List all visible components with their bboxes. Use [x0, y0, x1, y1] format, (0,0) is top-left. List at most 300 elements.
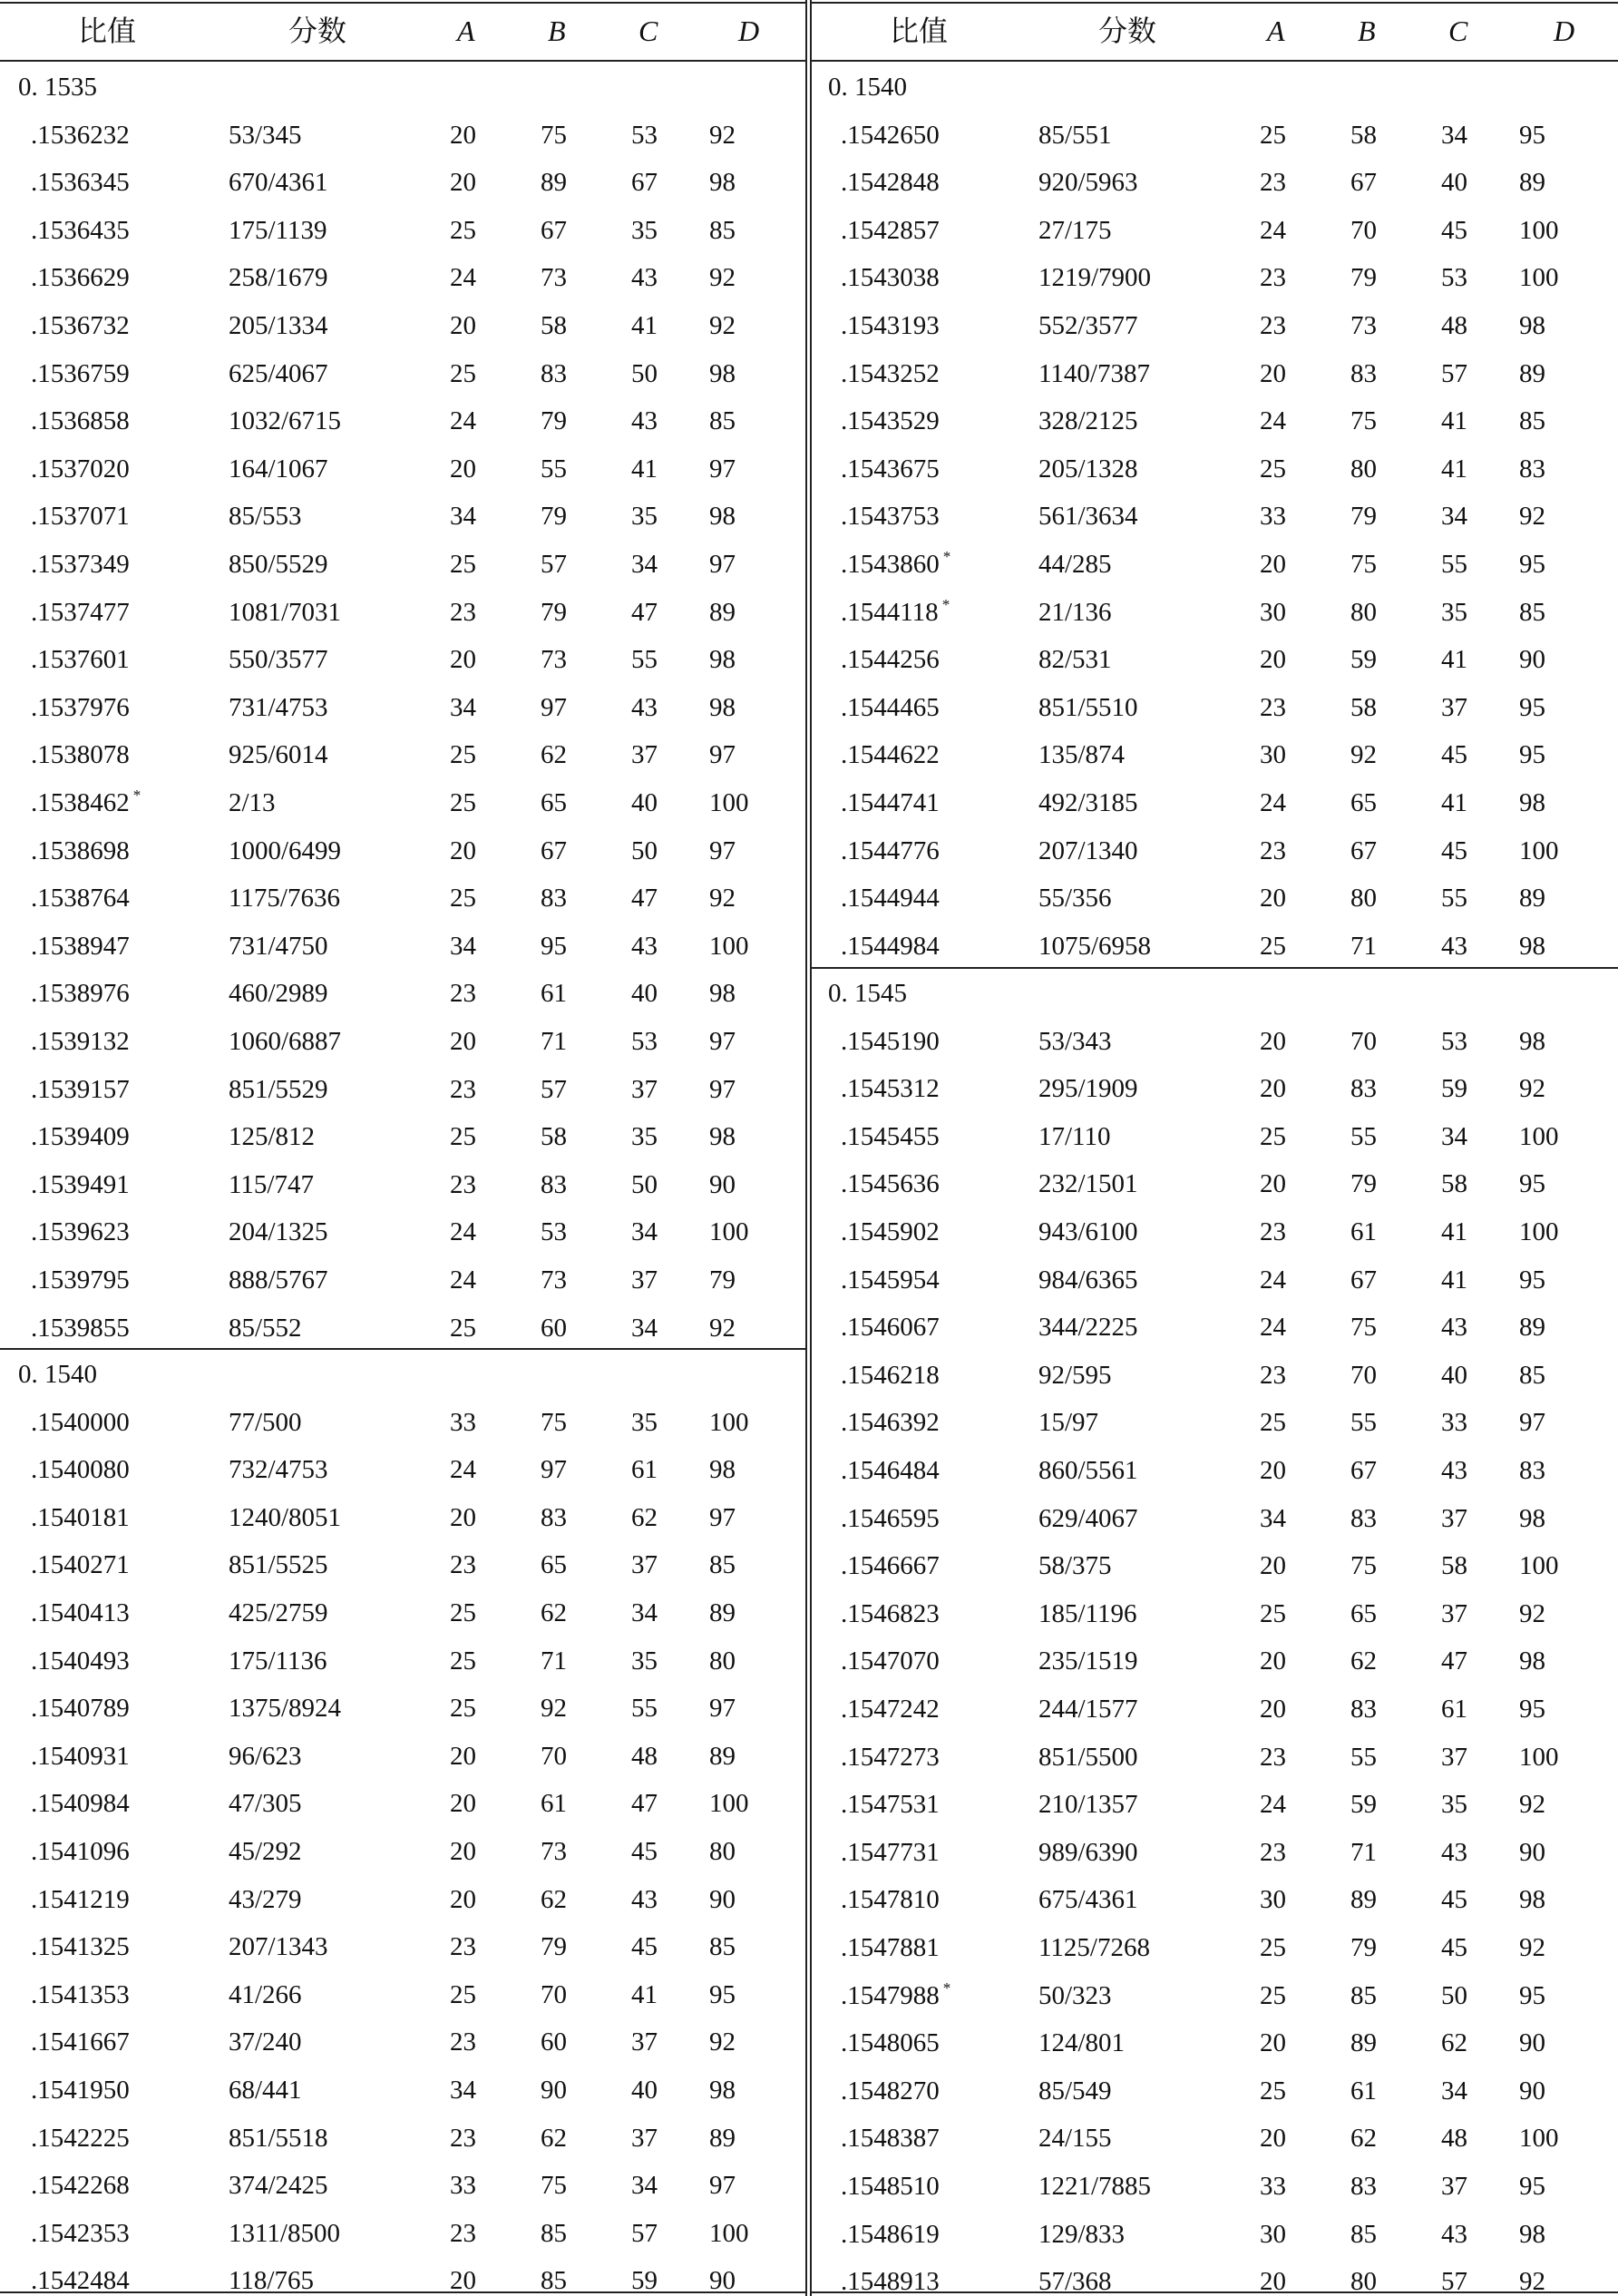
a-cell: 30 [1260, 740, 1286, 770]
table-row [810, 1069, 1618, 1109]
fraction-cell: 82/531 [1038, 645, 1112, 675]
ratio-cell [31, 1450, 130, 1490]
fraction-cell: 1221/7885 [1038, 2172, 1152, 2201]
d-cell: 90 [1519, 645, 1545, 675]
c-cell: 34 [631, 2171, 658, 2201]
table-row [810, 115, 1618, 155]
a-cell: 20 [1260, 1695, 1286, 1724]
a-cell: 24 [1260, 1313, 1286, 1343]
d-cell: 97 [709, 1027, 736, 1056]
d-cell: 89 [1519, 358, 1545, 388]
b-cell: 97 [541, 1455, 567, 1485]
fraction-cell: 732/4753 [229, 1455, 328, 1485]
ratio-value: .1544741 [841, 788, 940, 817]
ratio-value: .1543038 [841, 263, 940, 293]
ratio-cell [31, 1880, 130, 1920]
ratio-value: .1540413 [31, 1598, 130, 1627]
table-row [810, 1117, 1618, 1157]
ratio-cell [841, 258, 940, 298]
d-cell: 100 [1519, 835, 1559, 865]
a-cell: 25 [450, 884, 476, 914]
ratio-cell [841, 2166, 940, 2206]
table-row [0, 1736, 805, 1776]
table-row [810, 1451, 1618, 1490]
ratio-cell [31, 973, 130, 1013]
d-cell: 100 [709, 1789, 749, 1819]
table-row [0, 1880, 805, 1920]
ratio-value: .1546218 [841, 1360, 940, 1390]
d-cell: 100 [1519, 1217, 1559, 1246]
c-cell: 53 [631, 1027, 658, 1056]
c-cell: 33 [1441, 1408, 1467, 1438]
b-cell: 65 [541, 1550, 567, 1580]
d-cell: 92 [709, 2027, 736, 2057]
a-cell: 25 [450, 1313, 476, 1343]
table-row [810, 1689, 1618, 1729]
d-cell: 97 [709, 1502, 736, 1532]
fraction-cell: 1240/8051 [229, 1502, 342, 1532]
table-row [810, 210, 1618, 250]
c-cell: 45 [1441, 1933, 1467, 1962]
d-cell: 92 [1519, 1598, 1545, 1628]
c-cell: 43 [1441, 1313, 1467, 1343]
c-cell: 34 [631, 1313, 658, 1343]
header-d: D [738, 15, 760, 47]
d-cell: 100 [1519, 1742, 1559, 1772]
c-cell: 47 [631, 1789, 658, 1819]
d-cell: 92 [1519, 1790, 1545, 1820]
b-cell: 70 [1350, 1360, 1377, 1390]
d-cell: 100 [709, 2218, 749, 2248]
ratio-value: .1545190 [841, 1026, 940, 1056]
fraction-cell: 258/1679 [229, 263, 328, 293]
ratio-value: .1543753 [841, 502, 940, 532]
group-label: 0. 1540 [828, 73, 907, 102]
b-cell: 75 [1350, 1551, 1377, 1581]
ratio-cell [31, 2070, 130, 2110]
a-cell: 25 [450, 788, 476, 817]
b-cell: 80 [1350, 2267, 1377, 2296]
fraction-cell: 1219/7900 [1038, 263, 1152, 293]
b-cell: 83 [541, 884, 567, 914]
a-cell: 34 [450, 931, 476, 961]
table-row [0, 1450, 805, 1490]
d-cell: 90 [1519, 1837, 1545, 1867]
fraction-cell: 295/1909 [1038, 1074, 1138, 1104]
ratio-value: .1546484 [841, 1456, 940, 1485]
ratio-value: .1538698 [31, 835, 130, 865]
d-cell: 80 [709, 1646, 736, 1676]
fraction-cell: 21/136 [1038, 597, 1112, 627]
table-row [810, 496, 1618, 536]
table-row [0, 1927, 805, 1967]
fraction-cell: 492/3185 [1038, 788, 1138, 817]
ratio-value: .1537976 [31, 692, 130, 722]
c-cell: 41 [1441, 454, 1467, 484]
header-ratio: 比值 [890, 15, 949, 47]
b-cell: 73 [541, 645, 567, 675]
d-cell: 97 [1519, 1408, 1545, 1438]
ratio-cell [31, 210, 130, 250]
group-label: 0. 1540 [18, 1360, 97, 1389]
a-cell: 25 [450, 1122, 476, 1152]
fraction-cell: 17/110 [1038, 1121, 1111, 1151]
ratio-value: .1537601 [31, 645, 130, 675]
table-row [0, 783, 805, 823]
b-cell: 79 [1350, 1933, 1377, 1962]
fraction-cell: 45/292 [229, 1837, 302, 1866]
fraction-cell: 175/1136 [229, 1646, 327, 1676]
fraction-cell: 124/801 [1038, 2028, 1126, 2058]
table-row [0, 1117, 805, 1157]
ratio-cell [31, 735, 130, 775]
b-cell: 67 [541, 835, 567, 865]
table-row [0, 162, 805, 202]
a-cell: 23 [450, 1550, 476, 1580]
fraction-cell: 1075/6958 [1038, 931, 1152, 961]
c-cell: 45 [1441, 1885, 1467, 1915]
b-cell: 90 [541, 2076, 567, 2105]
b-cell: 80 [1350, 884, 1377, 914]
table-row [0, 592, 805, 632]
b-cell: 83 [1350, 1074, 1377, 1104]
asterisk-mark: * [941, 595, 950, 613]
d-cell: 98 [1519, 1026, 1545, 1056]
ratio-cell [841, 1594, 940, 1634]
b-cell: 62 [541, 1598, 567, 1627]
b-cell: 75 [1350, 550, 1377, 579]
ratio-cell [31, 1260, 130, 1300]
b-cell: 67 [1350, 1265, 1377, 1295]
ratio-cell [31, 544, 130, 584]
ratio-value: .1545312 [841, 1074, 940, 1104]
a-cell: 20 [1260, 550, 1286, 579]
ratio-value: .1539491 [31, 1169, 130, 1199]
b-cell: 65 [1350, 1598, 1377, 1628]
d-cell: 95 [1519, 120, 1545, 150]
a-cell: 24 [450, 1265, 476, 1295]
d-cell: 89 [709, 1741, 736, 1771]
fraction-cell: 85/551 [1038, 120, 1112, 150]
table-row [0, 1832, 805, 1871]
ratio-cell [841, 831, 940, 871]
ratio-value: .1537020 [31, 454, 130, 484]
d-cell: 89 [1519, 884, 1545, 914]
ratio-cell [31, 1308, 130, 1348]
table-row [810, 1307, 1618, 1347]
fraction-cell: 629/4067 [1038, 1503, 1138, 1533]
d-cell: 79 [709, 1265, 736, 1295]
header-a: A [1267, 15, 1285, 47]
d-cell: 95 [1519, 1695, 1545, 1724]
b-cell: 79 [541, 406, 567, 436]
ratio-value: .1544256 [841, 645, 940, 675]
b-cell: 80 [1350, 597, 1377, 627]
c-cell: 34 [631, 550, 658, 579]
d-cell: 95 [1519, 2172, 1545, 2201]
left-header-row [0, 2, 805, 59]
fraction-cell: 1175/7636 [229, 884, 340, 914]
c-cell: 41 [1441, 406, 1467, 436]
fraction-cell: 374/2425 [229, 2171, 328, 2201]
header-d: D [1554, 15, 1575, 47]
c-cell: 34 [1441, 502, 1467, 532]
ratio-value: .1541353 [31, 1979, 130, 2009]
d-cell: 95 [709, 1979, 736, 2009]
ratio-cell [841, 1928, 940, 1968]
ratio-cell [31, 1165, 130, 1205]
a-cell: 20 [450, 1027, 476, 1056]
a-cell: 25 [1260, 931, 1286, 961]
asterisk-mark: * [942, 1978, 951, 1997]
a-cell: 20 [450, 835, 476, 865]
ratio-cell [31, 354, 130, 394]
ratio-value: .1538976 [31, 979, 130, 1009]
a-cell: 23 [450, 1074, 476, 1104]
b-cell: 85 [541, 2218, 567, 2248]
table-row [0, 1545, 805, 1585]
c-cell: 47 [631, 597, 658, 627]
ratio-cell [31, 1736, 130, 1776]
b-cell: 89 [1350, 2028, 1377, 2058]
ratio-value: .1547881 [841, 1933, 940, 1962]
a-cell: 20 [1260, 1456, 1286, 1485]
d-cell: 98 [1519, 2219, 1545, 2249]
d-cell: 92 [709, 1313, 736, 1343]
b-cell: 85 [1350, 2219, 1377, 2249]
c-cell: 43 [631, 406, 658, 436]
a-cell: 20 [450, 1884, 476, 1914]
c-cell: 53 [1441, 263, 1467, 293]
c-cell: 43 [631, 1884, 658, 1914]
ratio-cell [841, 1021, 940, 1061]
fraction-cell: 85/552 [229, 1313, 302, 1343]
c-cell: 53 [631, 120, 658, 150]
a-cell: 33 [1260, 502, 1286, 532]
a-cell: 34 [450, 692, 476, 722]
b-cell: 67 [1350, 1456, 1377, 1485]
d-cell: 92 [709, 311, 736, 340]
a-cell: 24 [1260, 1265, 1286, 1295]
ratio-cell [31, 688, 130, 728]
ratio-value: .1545636 [841, 1169, 940, 1199]
c-cell: 43 [1441, 2219, 1467, 2249]
ratio-value: .1544984 [841, 931, 940, 961]
a-cell: 30 [1260, 1885, 1286, 1915]
d-cell: 97 [709, 835, 736, 865]
a-cell: 20 [1260, 884, 1286, 914]
c-cell: 41 [1441, 788, 1467, 817]
fraction-cell: 1060/6887 [229, 1027, 342, 1056]
ratio-value: .1536629 [31, 263, 130, 293]
d-cell: 89 [709, 2123, 736, 2153]
d-cell: 98 [709, 358, 736, 388]
a-cell: 23 [450, 2027, 476, 2057]
c-cell: 40 [631, 979, 658, 1009]
d-cell: 97 [709, 1074, 736, 1104]
ratio-value: .1543675 [841, 454, 940, 484]
fraction-cell: 460/2989 [229, 979, 328, 1009]
group-divider-rule [810, 967, 1618, 969]
c-cell: 35 [631, 1407, 658, 1437]
fraction-cell: 85/549 [1038, 2076, 1112, 2105]
ratio-value: .1547273 [841, 1742, 940, 1772]
table-row [810, 306, 1618, 346]
ratio-cell [31, 449, 130, 489]
table-row [0, 496, 805, 536]
b-cell: 71 [1350, 1837, 1377, 1867]
d-cell: 92 [709, 263, 736, 293]
fraction-cell: 47/305 [229, 1789, 302, 1819]
d-cell: 89 [1519, 168, 1545, 198]
d-cell: 89 [709, 597, 736, 627]
ratio-cell [31, 2165, 130, 2205]
a-cell: 25 [1260, 1933, 1286, 1962]
ratio-value: .1542225 [31, 2123, 130, 2153]
b-cell: 59 [1350, 1790, 1377, 1820]
fraction-cell: 1311/8500 [229, 2218, 340, 2248]
table-row [0, 1688, 805, 1728]
ratio-cell [31, 496, 130, 536]
ratio-cell [841, 1689, 940, 1729]
ratio-value: .1539855 [31, 1313, 130, 1343]
table-row [810, 2071, 1618, 2111]
table-row [810, 2214, 1618, 2254]
a-cell: 30 [1260, 2219, 1286, 2249]
fraction-cell: 888/5767 [229, 1265, 328, 1295]
ratio-cell [841, 783, 940, 823]
ratio-cell [841, 1212, 940, 1252]
ratio-cell [841, 1546, 940, 1586]
ratio-cell [841, 640, 940, 679]
fraction-cell: 55/356 [1038, 884, 1112, 914]
table-row [0, 210, 805, 250]
fraction-cell: 850/5529 [229, 550, 328, 579]
c-cell: 37 [1441, 1503, 1467, 1533]
header-ratio: 比值 [78, 15, 137, 47]
fraction-cell: 552/3577 [1038, 311, 1138, 340]
a-cell: 20 [1260, 1074, 1286, 1104]
fraction-cell: 41/266 [229, 1979, 302, 2009]
b-cell: 73 [541, 1837, 567, 1866]
c-cell: 35 [631, 1122, 658, 1152]
a-cell: 23 [450, 2218, 476, 2248]
a-cell: 33 [1260, 2172, 1286, 2201]
c-cell: 34 [631, 1217, 658, 1247]
table-row [810, 1499, 1618, 1539]
b-cell: 55 [541, 454, 567, 484]
d-cell: 92 [709, 120, 736, 150]
table-row [0, 2213, 805, 2253]
ratio-cell [31, 1593, 130, 1633]
a-cell: 25 [450, 550, 476, 579]
table-row [810, 735, 1618, 775]
c-cell: 61 [1441, 1695, 1467, 1724]
a-cell: 25 [450, 358, 476, 388]
table-row [0, 1165, 805, 1205]
d-cell: 100 [709, 788, 749, 817]
c-cell: 37 [631, 1074, 658, 1104]
fraction-cell: 1375/8924 [229, 1694, 342, 1724]
ratio-value: .1538764 [31, 884, 130, 914]
ratio-cell [841, 2118, 940, 2158]
b-cell: 75 [541, 1407, 567, 1437]
table-row [810, 1832, 1618, 1872]
ratio-cell [841, 1784, 940, 1824]
b-cell: 62 [541, 1884, 567, 1914]
a-cell: 20 [450, 120, 476, 150]
fraction-cell: 135/874 [1038, 740, 1126, 770]
ratio-cell [31, 1927, 130, 1967]
c-cell: 37 [631, 740, 658, 770]
group-label: 0. 1545 [828, 979, 907, 1008]
ratio-value: .1546823 [841, 1598, 940, 1628]
c-cell: 40 [631, 2076, 658, 2105]
d-cell: 90 [709, 2266, 736, 2296]
a-cell: 20 [450, 645, 476, 675]
c-cell: 47 [631, 884, 658, 914]
a-cell: 23 [1260, 263, 1286, 293]
fraction-cell: 43/279 [229, 1884, 302, 1914]
b-cell: 65 [541, 788, 567, 817]
c-cell: 34 [1441, 2076, 1467, 2105]
ratio-value: .1538078 [31, 740, 130, 770]
table-row [810, 831, 1618, 871]
c-cell: 43 [631, 931, 658, 961]
ratio-value: .1541325 [31, 1932, 130, 1962]
d-cell: 97 [709, 550, 736, 579]
table-row [810, 1928, 1618, 1968]
a-cell: 25 [1260, 2076, 1286, 2105]
c-cell: 61 [631, 1455, 658, 1485]
ratio-cell [31, 926, 130, 966]
fraction-cell: 675/4361 [1038, 1885, 1138, 1915]
ratio-cell [31, 783, 141, 826]
b-cell: 79 [541, 502, 567, 532]
a-cell: 23 [450, 1169, 476, 1199]
c-cell: 40 [1441, 168, 1467, 198]
c-cell: 40 [1441, 1360, 1467, 1390]
a-cell: 20 [450, 1502, 476, 1532]
a-cell: 24 [450, 1455, 476, 1485]
fraction-cell: 425/2759 [229, 1598, 328, 1627]
ratio-cell [31, 401, 130, 441]
table-row [810, 2166, 1618, 2206]
ratio-value: .1541219 [31, 1884, 130, 1914]
ratio-cell [841, 1164, 940, 1204]
header-a: A [457, 15, 475, 47]
ratio-value: .1537071 [31, 502, 130, 532]
ratio-cell [31, 1021, 130, 1061]
a-cell: 20 [1260, 358, 1286, 388]
table-row [810, 544, 1618, 584]
b-cell: 85 [1350, 1980, 1377, 2010]
a-cell: 20 [1260, 1026, 1286, 1056]
table-row [0, 1641, 805, 1681]
d-cell: 95 [1519, 550, 1545, 579]
ratio-value: .1547242 [841, 1695, 940, 1724]
ratio-cell [31, 592, 130, 632]
c-cell: 37 [631, 2123, 658, 2153]
b-cell: 70 [541, 1979, 567, 2009]
c-cell: 48 [1441, 311, 1467, 340]
a-cell: 20 [450, 1741, 476, 1771]
ratio-value: .1544944 [841, 884, 940, 914]
fraction-cell: 44/285 [1038, 550, 1112, 579]
b-cell: 58 [1350, 120, 1377, 150]
column-separator-left [805, 0, 807, 2296]
b-cell: 79 [541, 597, 567, 627]
